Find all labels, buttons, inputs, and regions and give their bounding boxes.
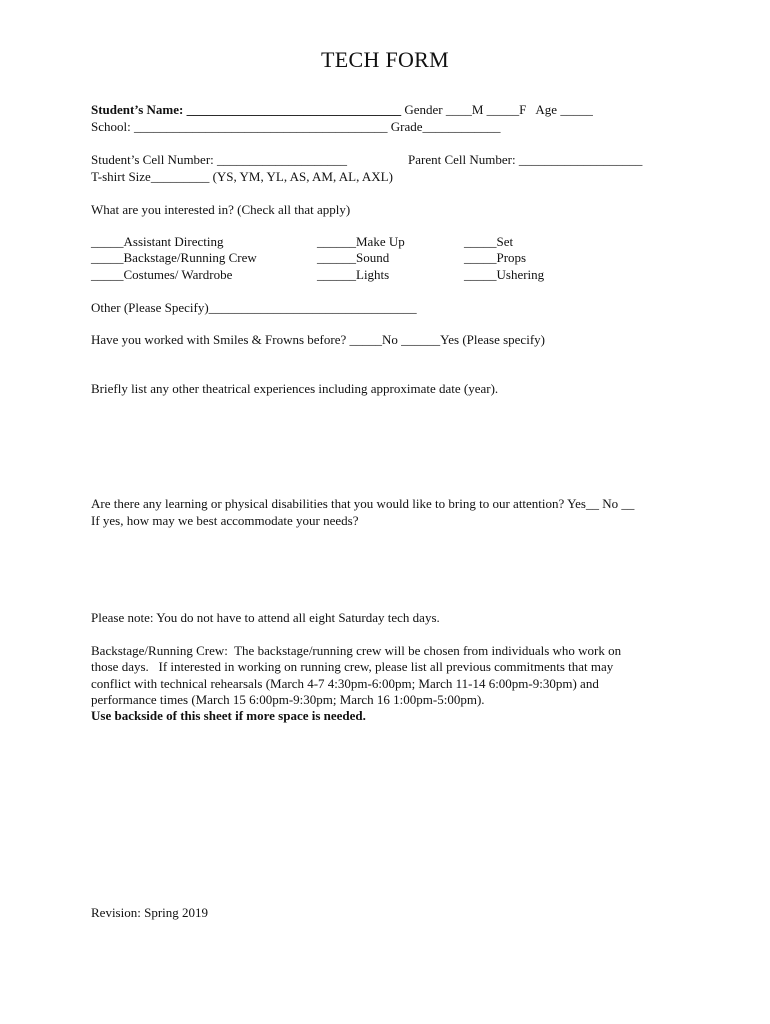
interest-option-set[interactable]: _____Set bbox=[464, 234, 514, 249]
tshirt-size-field[interactable]: T-shirt Size_________ (YS, YM, YL, AS, AM, AL, AXL) bbox=[91, 169, 393, 184]
interest-option-assistant-directing[interactable]: _____Assistant Directing bbox=[91, 234, 224, 249]
interest-option-props[interactable]: _____Props bbox=[464, 250, 527, 265]
student-cell-field[interactable]: Student’s Cell Number: ____________________ bbox=[91, 152, 348, 167]
interest-option-costumes[interactable]: _____Costumes/ Wardrobe bbox=[91, 267, 233, 282]
revision-label: Revision: Spring 2019 bbox=[91, 905, 209, 920]
student-name-label: Student’s Name: bbox=[91, 102, 184, 117]
crew-paragraph-line: Backstage/Running Crew: The backstage/running crew will be chosen from individuals who work on bbox=[91, 643, 622, 658]
interest-option-ushering[interactable]: _____Ushering bbox=[464, 267, 545, 282]
crew-paragraph-line: those days. If interested in working on running crew, please list all previous commitments that may bbox=[91, 659, 614, 674]
tech-days-note: Please note: You do not have to attend all eight Saturday tech days. bbox=[91, 610, 440, 625]
crew-paragraph-line: performance times (March 15 6:00pm-9:30pm; March 16 1:00pm-5:00pm). bbox=[91, 692, 485, 707]
other-specify-field[interactable]: Other (Please Specify)________________________________ bbox=[91, 300, 417, 315]
interest-option-backstage-crew[interactable]: _____Backstage/Running Crew bbox=[91, 250, 257, 265]
interest-option-make-up[interactable]: ______Make Up bbox=[317, 234, 405, 249]
accommodation-question: If yes, how may we best accommodate your needs? bbox=[91, 513, 359, 528]
interest-question: What are you interested in? (Check all that apply) bbox=[91, 202, 351, 217]
school-grade-row[interactable]: School: _______________________________________ Grade____________ bbox=[91, 119, 501, 134]
worked-before-question[interactable]: Have you worked with Smiles & Frowns before? _____No ______Yes (Please specify) bbox=[91, 332, 545, 347]
gender-age-fields[interactable]: Gender ____M _____F Age _____ bbox=[401, 102, 593, 117]
parent-cell-field[interactable]: Parent Cell Number: ___________________ bbox=[408, 152, 643, 167]
experience-question: Briefly list any other theatrical experiences including approximate date (year). bbox=[91, 381, 499, 396]
student-name-field[interactable]: _________________________________ bbox=[183, 102, 402, 117]
interest-option-lights[interactable]: ______Lights bbox=[317, 267, 390, 282]
form-title: TECH FORM bbox=[321, 47, 449, 72]
crew-paragraph-line: conflict with technical rehearsals (March 4-7 4:30pm-6:00pm; March 11-14 6:00pm-9:30pm) and bbox=[91, 676, 599, 691]
student-name-row bbox=[91, 102, 593, 118]
backside-note: Use backside of this sheet if more space is needed. bbox=[91, 708, 366, 723]
disabilities-question[interactable]: Are there any learning or physical disabilities that you would like to bring to our attention? Yes__ No __ bbox=[91, 496, 635, 511]
interest-option-sound[interactable]: ______Sound bbox=[317, 250, 390, 265]
